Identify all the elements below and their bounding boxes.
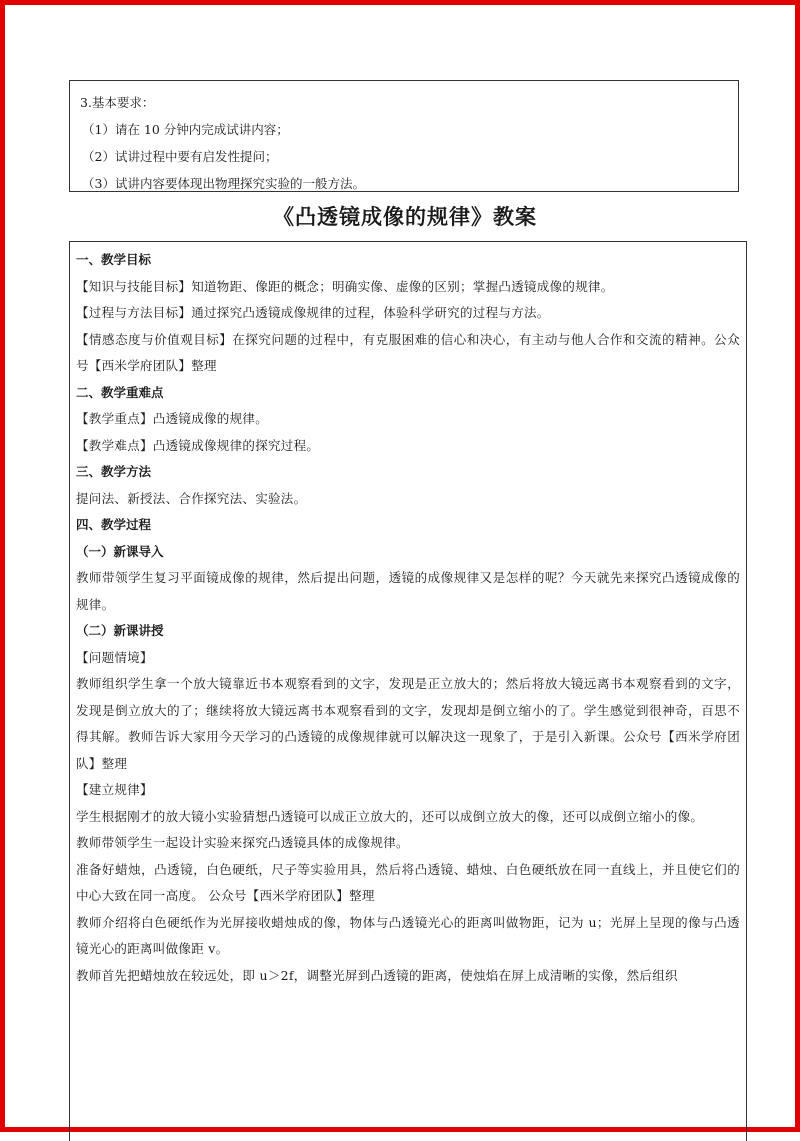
design-experiment-text: 教师带领学生一起设计实验来探究凸透镜具体的成像规律。 — [76, 835, 409, 850]
difficult-point: 【教学难点】凸透镜成像规律的探究过程。 — [76, 437, 320, 453]
document-title: 《凸透镜成像的规律》教案 — [273, 205, 537, 229]
section-heading-methods: 三、教学方法 — [76, 464, 152, 479]
subsection-intro: （一）新课导入 — [76, 543, 164, 559]
methods-text: 提问法、新授法、合作探究法、实验法。 — [76, 490, 307, 506]
requirement-item-2: （2）试讲过程中要有启发性提问； — [82, 149, 278, 164]
objective-emotion: 【情感态度与价值观目标】在探究问题的过程中，有克服困难的信心和决心，有主动与他人合作和交流的精神。公众号【西米学府团队】整理 — [76, 331, 740, 373]
requirement-item-3: （3）试讲内容要体现出物理探究实验的一般方法。 — [82, 176, 365, 191]
problem-situation-text: 教师组织学生拿一个放大镜靠近书本观察看到的文字，发现是正立放大的；然后将放大镜远离书本观察看到的文字，发现是倒立放大的了；继续将放大镜远离书本观察看到的文字，发现却是倒立缩小的了。学生感觉到很神奇，百思不得其解。教师告诉大家用今天学习的凸透镜的成像规律就可以解决这一现象了，于是引入新课。公众号【西米学府团队】整理 — [76, 676, 740, 771]
subsection-teaching: （二）新课讲授 — [76, 623, 164, 638]
tag-problem-situation: 【问题情境】 — [76, 649, 153, 665]
intro-text: 教师带领学生复习平面镜成像的规律，然后提出问题，透镜的成像规律又是怎样的呢？今天就先来探究凸透镜成像的规律。 — [76, 570, 740, 612]
section-heading-objectives: 一、教学目标 — [76, 252, 152, 267]
requirement-item-1: （1）请在 10 分钟内完成试讲内容； — [82, 122, 289, 137]
preparation-text: 准备好蜡烛，凸透镜，白色硬纸，尺子等实验用具，然后将凸透镜、蜡烛、白色硬纸放在同一直线上，并且使它们的中心大致在同一高度。 公众号【西米学府团队】整理 — [76, 861, 740, 903]
objective-process: 【过程与方法目标】通过探究凸透镜成像规律的过程，体验科学研究的过程与方法。 — [76, 305, 550, 320]
hypothesis-text: 学生根据刚才的放大镜小实验猜想凸透镜可以成正立放大的，还可以成倒立放大的像，还可以成倒立缩小的像。 — [76, 808, 704, 824]
section-heading-key-points: 二、教学重难点 — [76, 384, 164, 400]
key-point: 【教学重点】凸透镜成像的规律。 — [76, 411, 269, 426]
definitions-text: 教师介绍将白色硬纸作为光屏接收蜡烛成的像，物体与凸透镜光心的距离叫做物距，记为 u；光屏上呈现的像与凸透镜光心的距离叫做像距 v。 — [76, 914, 740, 956]
section-heading-process: 四、教学过程 — [76, 517, 152, 532]
procedure-text: 教师首先把蜡烛放在较远处，即 u＞2f，调整光屏到凸透镜的距离，使烛焰在屏上成清晰的实像，然后组织 — [76, 967, 678, 983]
lesson-plan-box — [69, 241, 747, 1141]
requirements-title: 3.基本要求： — [80, 95, 155, 110]
objective-knowledge: 【知识与技能目标】知道物距、像距的概念；明确实像、虚像的区别；掌握凸透镜成像的规律。 — [76, 278, 614, 294]
tag-build-rule: 【建立规律】 — [76, 782, 153, 797]
requirements-box — [69, 80, 739, 192]
